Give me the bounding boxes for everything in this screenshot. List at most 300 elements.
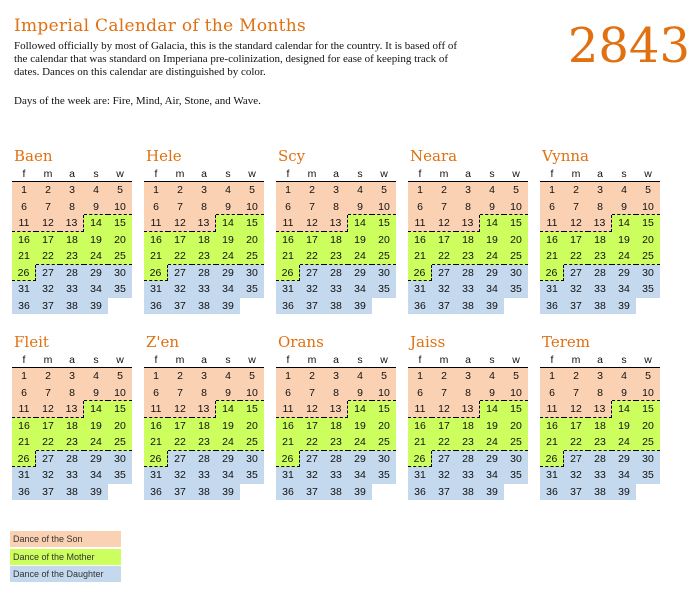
day-cell: 36 (12, 298, 36, 315)
day-cell: 21 (276, 434, 300, 451)
week-row (12, 199, 132, 216)
week-row (144, 265, 264, 282)
weekday-label: w (248, 354, 256, 366)
day-cell: 8 (60, 199, 84, 216)
day-cell: 11 (540, 401, 564, 418)
day-cell: 11 (540, 215, 564, 232)
day-cell: 4 (84, 182, 108, 199)
day-cell: 26 (144, 265, 168, 282)
day-cell: 26 (540, 265, 564, 282)
weekday-label: w (380, 168, 388, 180)
day-cell: 29 (84, 265, 108, 282)
day-cell: 20 (240, 232, 264, 249)
day-cell: 27 (36, 451, 60, 468)
day-cell: 18 (192, 418, 216, 435)
day-cell: 19 (480, 418, 504, 435)
week-row (408, 451, 528, 468)
day-cell: 35 (636, 281, 660, 298)
week-row (276, 182, 396, 199)
weekday-header (144, 353, 264, 368)
day-cell: 33 (324, 281, 348, 298)
day-cell: 7 (564, 199, 588, 216)
day-cell: 2 (432, 182, 456, 199)
month-name: Vynna (542, 147, 589, 165)
day-cell: 3 (60, 182, 84, 199)
day-cell: 7 (36, 199, 60, 216)
day-cell: 4 (216, 368, 240, 385)
day-cell: 26 (12, 265, 36, 282)
week-row (276, 484, 396, 501)
week-row (144, 248, 264, 265)
day-cell: 8 (324, 385, 348, 402)
day-cell: 7 (36, 385, 60, 402)
week-row (276, 434, 396, 451)
day-cell: 17 (564, 232, 588, 249)
day-cell: 27 (168, 451, 192, 468)
weekday-label: w (380, 354, 388, 366)
day-cell: 11 (408, 401, 432, 418)
week-row (12, 434, 132, 451)
day-cell: 9 (612, 385, 636, 402)
day-cell: 32 (432, 467, 456, 484)
week-row (408, 401, 528, 418)
day-cell: 33 (588, 467, 612, 484)
day-cell: 34 (348, 467, 372, 484)
week-row (540, 265, 660, 282)
day-cell: 24 (480, 434, 504, 451)
day-cell: 31 (408, 281, 432, 298)
day-cell: 26 (408, 265, 432, 282)
weekday-label: w (512, 354, 520, 366)
day-cell: 23 (588, 248, 612, 265)
week-row (408, 265, 528, 282)
day-cell: 29 (480, 451, 504, 468)
day-cell: 16 (408, 232, 432, 249)
day-cell: 14 (216, 215, 240, 232)
day-cell: 18 (192, 232, 216, 249)
week-row (12, 385, 132, 402)
day-cell: 9 (216, 199, 240, 216)
day-cell: 33 (324, 467, 348, 484)
day-cell: 16 (12, 232, 36, 249)
day-cell: 6 (540, 385, 564, 402)
weekday-label: s (489, 168, 495, 180)
day-cell: 6 (276, 199, 300, 216)
day-cell: 24 (480, 248, 504, 265)
day-cell: 29 (216, 265, 240, 282)
day-cell: 14 (480, 401, 504, 418)
day-cell: 28 (588, 451, 612, 468)
weekday-label: a (69, 168, 75, 180)
weekday-label: a (201, 354, 207, 366)
day-cell: 10 (108, 385, 132, 402)
day-cell: 14 (348, 401, 372, 418)
weekday-label: a (597, 168, 603, 180)
day-cell: 33 (588, 281, 612, 298)
day-cell: 12 (36, 401, 60, 418)
day-cell: 23 (456, 434, 480, 451)
day-cell: 19 (348, 232, 372, 249)
week-row (276, 281, 396, 298)
week-row (540, 281, 660, 298)
day-cell: 39 (348, 298, 372, 315)
day-cell: 35 (108, 281, 132, 298)
day-cell: 12 (300, 215, 324, 232)
day-cell: 28 (456, 265, 480, 282)
day-cell: 36 (408, 298, 432, 315)
week-row (540, 385, 660, 402)
day-cell: 39 (612, 298, 636, 315)
day-cell: 18 (324, 232, 348, 249)
day-cell: 21 (12, 434, 36, 451)
day-cell: 26 (276, 451, 300, 468)
weekday-header (408, 353, 528, 368)
week-row (276, 248, 396, 265)
day-cell: 14 (480, 215, 504, 232)
week-row (144, 232, 264, 249)
month-name: Orans (278, 333, 324, 351)
day-cell: 32 (432, 281, 456, 298)
day-cell: 30 (240, 265, 264, 282)
day-cell: 39 (216, 484, 240, 501)
day-cell: 5 (504, 368, 528, 385)
day-cell: 29 (480, 265, 504, 282)
day-cell: 6 (408, 385, 432, 402)
day-cell: 17 (300, 232, 324, 249)
weekday-label: f (154, 354, 158, 366)
day-cell: 31 (276, 467, 300, 484)
day-cell: 31 (144, 467, 168, 484)
weekday-label: s (357, 168, 363, 180)
week-row (408, 281, 528, 298)
month-name: Terem (542, 333, 590, 351)
day-cell: 39 (84, 484, 108, 501)
day-cell: 25 (240, 434, 264, 451)
day-cell: 20 (108, 232, 132, 249)
legend-item-mother: Dance of the Mother (10, 549, 121, 565)
weekday-label: f (418, 354, 422, 366)
empty-cell (504, 484, 528, 501)
day-cell: 28 (588, 265, 612, 282)
day-cell: 31 (276, 281, 300, 298)
day-cell: 5 (636, 182, 660, 199)
day-cell: 3 (456, 368, 480, 385)
day-cell: 8 (456, 385, 480, 402)
day-cell: 12 (432, 215, 456, 232)
weekday-label: s (93, 168, 99, 180)
day-cell: 24 (84, 434, 108, 451)
day-cell: 3 (456, 182, 480, 199)
day-cell: 34 (612, 281, 636, 298)
day-cell: 39 (612, 484, 636, 501)
week-row (144, 451, 264, 468)
day-cell: 21 (144, 248, 168, 265)
day-cell: 31 (144, 281, 168, 298)
weekday-label: s (225, 168, 231, 180)
weekday-label: f (286, 168, 290, 180)
week-row (540, 182, 660, 199)
weekday-label: a (333, 168, 339, 180)
day-cell: 7 (168, 385, 192, 402)
day-cell: 3 (588, 368, 612, 385)
weekday-label: m (43, 354, 53, 366)
day-cell: 16 (276, 232, 300, 249)
week-row (408, 418, 528, 435)
day-cell: 26 (276, 265, 300, 282)
weekday-label: m (439, 354, 449, 366)
day-cell: 31 (408, 467, 432, 484)
month-name: Baen (14, 147, 53, 165)
day-cell: 36 (276, 298, 300, 315)
day-cell: 34 (84, 467, 108, 484)
day-cell: 10 (372, 199, 396, 216)
day-cell: 3 (324, 368, 348, 385)
day-cell: 30 (636, 265, 660, 282)
day-cell: 30 (240, 451, 264, 468)
day-cell: 14 (612, 215, 636, 232)
day-cell: 23 (324, 248, 348, 265)
day-cell: 22 (168, 248, 192, 265)
month-calendar (408, 331, 528, 500)
day-cell: 34 (216, 467, 240, 484)
day-cell: 5 (240, 368, 264, 385)
empty-cell (240, 298, 264, 315)
week-row (276, 401, 396, 418)
legend-item-son: Dance of the Son (10, 531, 121, 547)
day-cell: 27 (432, 265, 456, 282)
day-cell: 36 (144, 484, 168, 501)
day-cell: 31 (12, 467, 36, 484)
day-cell: 38 (456, 484, 480, 501)
day-cell: 36 (540, 484, 564, 501)
weekday-label: s (621, 168, 627, 180)
day-cell: 28 (60, 451, 84, 468)
day-cell: 13 (324, 215, 348, 232)
day-cell: 37 (36, 298, 60, 315)
day-cell: 29 (348, 265, 372, 282)
day-cell: 1 (408, 182, 432, 199)
day-cell: 2 (168, 182, 192, 199)
month-calendar (12, 331, 132, 500)
day-cell: 5 (240, 182, 264, 199)
day-cell: 7 (300, 385, 324, 402)
day-cell: 4 (612, 368, 636, 385)
day-cell: 38 (192, 298, 216, 315)
day-cell: 32 (168, 281, 192, 298)
day-cell: 34 (216, 281, 240, 298)
month-calendar (540, 331, 660, 500)
day-cell: 20 (636, 232, 660, 249)
day-cell: 36 (276, 484, 300, 501)
day-cell: 1 (408, 368, 432, 385)
week-row (540, 434, 660, 451)
day-cell: 10 (108, 199, 132, 216)
day-cell: 30 (108, 265, 132, 282)
day-cell: 35 (240, 467, 264, 484)
day-cell: 19 (216, 418, 240, 435)
week-row (144, 484, 264, 501)
weekday-label: a (465, 354, 471, 366)
week-row (540, 298, 660, 315)
day-cell: 15 (636, 215, 660, 232)
day-cell: 4 (480, 182, 504, 199)
day-cell: 9 (84, 199, 108, 216)
day-cell: 19 (84, 418, 108, 435)
page-title: Imperial Calendar of the Months (14, 16, 307, 36)
day-cell: 14 (84, 215, 108, 232)
week-row (540, 215, 660, 232)
day-cell: 32 (300, 281, 324, 298)
week-row (540, 199, 660, 216)
month-calendar (12, 145, 132, 314)
day-cell: 10 (240, 385, 264, 402)
day-cell: 8 (192, 199, 216, 216)
week-row (144, 281, 264, 298)
day-cell: 39 (348, 484, 372, 501)
day-cell: 21 (144, 434, 168, 451)
day-cell: 9 (348, 385, 372, 402)
weekday-label: s (357, 354, 363, 366)
weekday-label: s (489, 354, 495, 366)
day-cell: 14 (216, 401, 240, 418)
day-cell: 21 (540, 248, 564, 265)
day-cell: 15 (108, 215, 132, 232)
day-cell: 16 (408, 418, 432, 435)
weekday-header (144, 167, 264, 182)
weekday-label: m (571, 354, 581, 366)
month-calendar (276, 331, 396, 500)
day-cell: 35 (504, 467, 528, 484)
month-calendar (540, 145, 660, 314)
day-cell: 1 (540, 368, 564, 385)
day-cell: 5 (372, 182, 396, 199)
weekday-label: w (644, 168, 652, 180)
day-cell: 33 (60, 281, 84, 298)
week-row (276, 467, 396, 484)
empty-cell (240, 484, 264, 501)
day-cell: 34 (612, 467, 636, 484)
weekday-label: f (22, 354, 26, 366)
empty-cell (372, 298, 396, 315)
day-cell: 20 (108, 418, 132, 435)
week-row (276, 232, 396, 249)
weekday-label: w (512, 168, 520, 180)
day-cell: 39 (84, 298, 108, 315)
week-row (408, 467, 528, 484)
day-cell: 28 (192, 265, 216, 282)
weekday-label: m (439, 168, 449, 180)
week-row (144, 298, 264, 315)
day-cell: 22 (432, 434, 456, 451)
day-cell: 26 (540, 451, 564, 468)
week-row (12, 401, 132, 418)
day-cell: 25 (504, 434, 528, 451)
day-cell: 9 (216, 385, 240, 402)
day-cell: 31 (540, 281, 564, 298)
week-row (540, 467, 660, 484)
week-row (276, 418, 396, 435)
day-cell: 25 (108, 248, 132, 265)
week-row (540, 451, 660, 468)
day-cell: 19 (480, 232, 504, 249)
day-cell: 35 (372, 467, 396, 484)
day-cell: 34 (84, 281, 108, 298)
day-cell: 4 (348, 368, 372, 385)
day-cell: 37 (36, 484, 60, 501)
day-cell: 11 (276, 215, 300, 232)
day-cell: 8 (588, 199, 612, 216)
weekday-label: w (644, 354, 652, 366)
day-cell: 23 (588, 434, 612, 451)
day-cell: 29 (612, 265, 636, 282)
month-calendar (276, 145, 396, 314)
week-row (408, 385, 528, 402)
day-cell: 38 (192, 484, 216, 501)
day-cell: 19 (348, 418, 372, 435)
weekday-label: a (333, 354, 339, 366)
day-cell: 35 (240, 281, 264, 298)
weekday-label: a (201, 168, 207, 180)
day-cell: 2 (168, 368, 192, 385)
day-cell: 30 (636, 451, 660, 468)
day-cell: 15 (372, 401, 396, 418)
week-row (408, 215, 528, 232)
week-row (408, 182, 528, 199)
month-name: Fleit (14, 333, 49, 351)
day-cell: 17 (168, 418, 192, 435)
day-cell: 12 (432, 401, 456, 418)
day-cell: 33 (192, 281, 216, 298)
day-cell: 30 (372, 451, 396, 468)
day-cell: 26 (144, 451, 168, 468)
day-cell: 6 (144, 385, 168, 402)
weekday-label: a (597, 354, 603, 366)
day-cell: 6 (540, 199, 564, 216)
day-cell: 20 (240, 418, 264, 435)
week-row (144, 418, 264, 435)
day-cell: 24 (216, 248, 240, 265)
week-row (276, 451, 396, 468)
day-cell: 21 (276, 248, 300, 265)
day-cell: 4 (612, 182, 636, 199)
day-cell: 17 (168, 232, 192, 249)
week-row (276, 385, 396, 402)
weekday-label: f (286, 354, 290, 366)
day-cell: 22 (564, 248, 588, 265)
week-row (276, 298, 396, 315)
day-cell: 31 (540, 467, 564, 484)
week-row (276, 368, 396, 385)
week-row (144, 434, 264, 451)
day-cell: 8 (60, 385, 84, 402)
day-cell: 21 (408, 434, 432, 451)
day-cell: 2 (564, 182, 588, 199)
day-cell: 19 (612, 418, 636, 435)
weekday-label: s (93, 354, 99, 366)
day-cell: 10 (240, 199, 264, 216)
day-cell: 9 (348, 199, 372, 216)
week-row (276, 265, 396, 282)
day-cell: 28 (324, 265, 348, 282)
day-cell: 15 (240, 401, 264, 418)
day-cell: 8 (192, 385, 216, 402)
day-cell: 13 (588, 215, 612, 232)
day-cell: 38 (324, 298, 348, 315)
dance-legend (10, 531, 121, 584)
day-cell: 1 (144, 182, 168, 199)
week-row (144, 215, 264, 232)
day-cell: 30 (108, 451, 132, 468)
